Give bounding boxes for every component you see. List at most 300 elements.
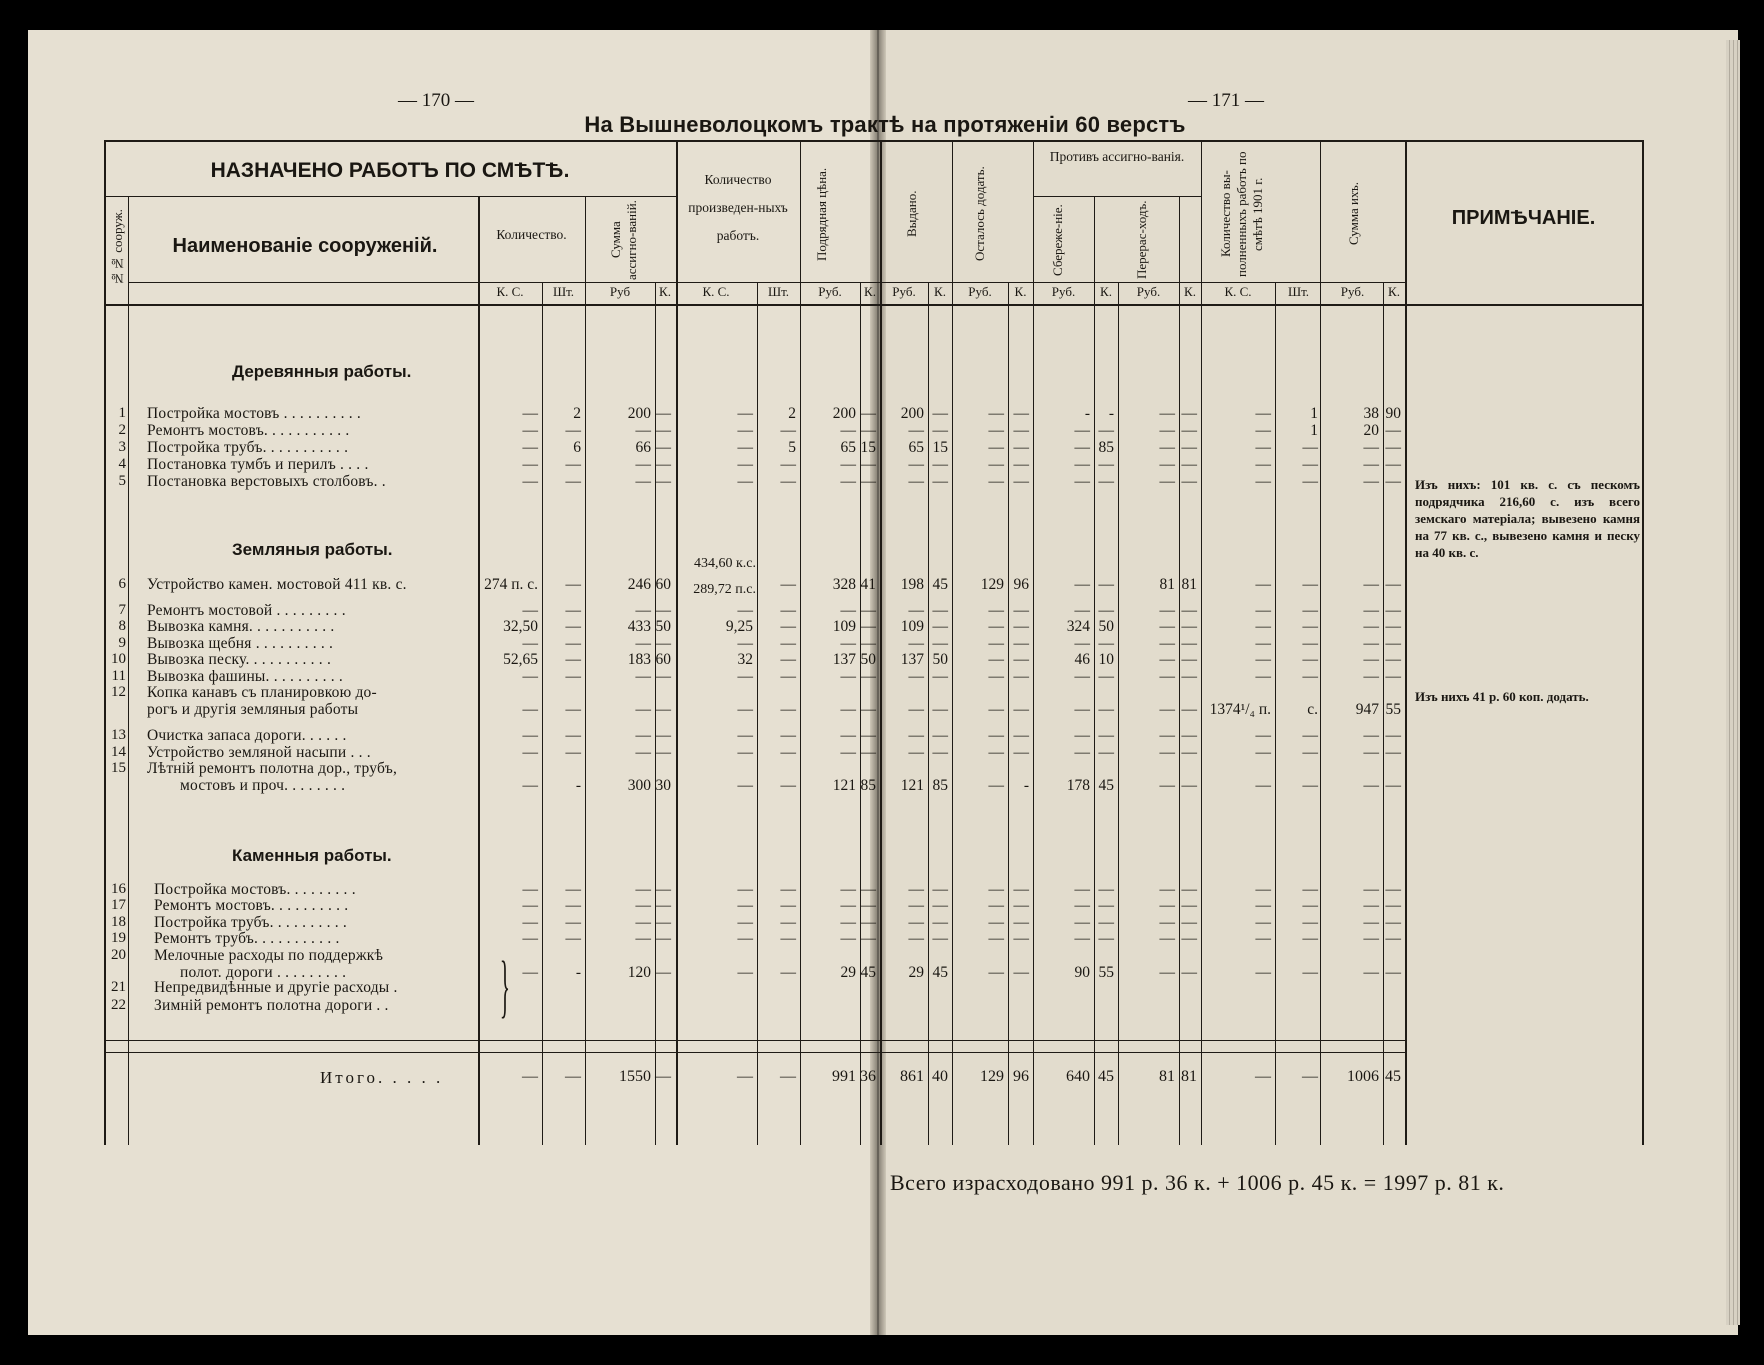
cell: — xyxy=(1013,618,1029,635)
cell: - xyxy=(575,964,581,981)
row-name: Непредвидѣнные и другіе расходы . xyxy=(154,979,398,996)
cell: — xyxy=(1363,576,1379,593)
cell: — xyxy=(655,473,671,490)
cell: — xyxy=(1159,914,1175,931)
cell: — xyxy=(860,635,876,652)
note-1: Изъ нихъ: 101 кв. с. съ пескомъ подрядчика 216,60 с. изъ всего земскаго матеріала; вывезено камня на 77 кв. с., вывезено камня и песку на 40 кв. с. xyxy=(1415,477,1640,560)
cell: — xyxy=(1255,914,1271,931)
saving-header: Сбереже-ніе. xyxy=(1050,204,1065,276)
cell: — xyxy=(1385,576,1401,593)
cell: — xyxy=(932,914,948,931)
cell: — xyxy=(565,881,581,898)
cell: — xyxy=(565,618,581,635)
cell: — xyxy=(635,422,651,439)
row-name: Вывозка фашины. . . . . . . . . . xyxy=(147,668,343,685)
cell: — xyxy=(737,777,753,794)
cell: — xyxy=(1255,602,1271,619)
cell: — xyxy=(522,744,538,761)
cell: — xyxy=(860,618,876,635)
cell: 41 xyxy=(860,576,876,593)
cell: — xyxy=(1159,651,1175,668)
cell: — xyxy=(565,576,581,593)
quantity-header: Количество. xyxy=(496,227,567,242)
subheader-12: Руб. xyxy=(1051,284,1076,299)
cell: 45 xyxy=(932,576,948,593)
cell: 60 xyxy=(655,576,671,593)
cell: — xyxy=(565,914,581,931)
cell: — xyxy=(988,777,1004,794)
cell: 198 xyxy=(900,576,924,593)
cell: — xyxy=(860,473,876,490)
total-cell: — xyxy=(1302,1068,1318,1085)
cell: — xyxy=(1074,668,1090,685)
cell: — xyxy=(1385,635,1401,652)
cell: — xyxy=(1385,422,1401,439)
cell: — xyxy=(1181,651,1197,668)
cell: 85 xyxy=(932,777,948,794)
cell: — xyxy=(908,881,924,898)
cell: — xyxy=(1098,881,1114,898)
cell: — xyxy=(737,914,753,931)
cell: — xyxy=(565,651,581,668)
cell: — xyxy=(840,473,856,490)
cell: — xyxy=(1181,635,1197,652)
cell: — xyxy=(635,744,651,761)
cell: — xyxy=(655,744,671,761)
cell: — xyxy=(1098,668,1114,685)
cell: — xyxy=(737,473,753,490)
cell: — xyxy=(1255,456,1271,473)
number-column-header: №№ сооруж. xyxy=(110,209,125,287)
cell: — xyxy=(1385,618,1401,635)
cell: — xyxy=(737,897,753,914)
cell: — xyxy=(1302,651,1318,668)
cell: — xyxy=(655,439,671,456)
cell: — xyxy=(737,964,753,981)
cell: — xyxy=(1098,914,1114,931)
row-name: Постановка верстовыхъ столбовъ. . xyxy=(147,473,386,490)
cell: — xyxy=(908,422,924,439)
cell: 29 xyxy=(840,964,856,981)
total-cell: 81 xyxy=(1159,1068,1175,1085)
cell: — xyxy=(1255,473,1271,490)
cell: — xyxy=(1098,456,1114,473)
subheader-13: К. xyxy=(1100,284,1112,299)
cell: 32,50 xyxy=(503,618,538,635)
cell: — xyxy=(737,456,753,473)
cell: — xyxy=(1363,473,1379,490)
cell: — xyxy=(522,635,538,652)
cell: — xyxy=(635,701,651,718)
name-column-header: Наименованіе сооруженій. xyxy=(172,235,438,257)
row-name: Постройка трубъ. . . . . . . . . . . xyxy=(147,439,349,456)
cell: — xyxy=(1385,727,1401,744)
cell: — xyxy=(1098,422,1114,439)
row-number: 10 xyxy=(111,651,126,667)
cell: — xyxy=(1181,422,1197,439)
cell: — xyxy=(780,456,796,473)
cell: — xyxy=(635,727,651,744)
row-number: 11 xyxy=(111,668,126,684)
cell: 1374¹/₄ п. xyxy=(1209,701,1271,718)
total-cell: 40 xyxy=(932,1068,948,1085)
cell: — xyxy=(1302,930,1318,947)
total-cell: — xyxy=(1255,1068,1271,1085)
cell: — xyxy=(1013,897,1029,914)
cell: — xyxy=(860,668,876,685)
cell: 178 xyxy=(1066,777,1090,794)
cell: — xyxy=(840,602,856,619)
cell: — xyxy=(1074,456,1090,473)
cell: 109 xyxy=(832,618,856,635)
cell: — xyxy=(988,727,1004,744)
cell: — xyxy=(1074,422,1090,439)
cell: — xyxy=(1363,651,1379,668)
subheader-10: Руб. xyxy=(968,284,992,299)
cell: — xyxy=(1385,602,1401,619)
cell: — xyxy=(1159,897,1175,914)
row-number: 3 xyxy=(118,439,126,455)
cell: — xyxy=(1363,881,1379,898)
cell: — xyxy=(737,881,753,898)
cell: — xyxy=(1255,618,1271,635)
cell: — xyxy=(737,422,753,439)
cell: — xyxy=(988,930,1004,947)
cell: — xyxy=(522,727,538,744)
cell-fraction-top: 434,60 к.с. xyxy=(693,556,756,571)
note-header: ПРИМѢЧАНІЕ. xyxy=(1451,207,1596,229)
cell: 45 xyxy=(932,964,948,981)
cell: 45 xyxy=(860,964,876,981)
cell: — xyxy=(1385,651,1401,668)
row-name: Ремонтъ мостовъ. . . . . . . . . . xyxy=(154,897,349,914)
cell: — xyxy=(635,473,651,490)
cell: — xyxy=(565,744,581,761)
cell: — xyxy=(1302,456,1318,473)
cell: — xyxy=(780,651,796,668)
total-cell: 45 xyxy=(1098,1068,1114,1085)
cell: — xyxy=(1074,473,1090,490)
note-2: Изъ нихъ 41 р. 60 коп. додать. xyxy=(1415,689,1589,704)
cell: — xyxy=(932,727,948,744)
cell: 30 xyxy=(655,777,671,794)
cell: — xyxy=(635,881,651,898)
total-cell: 991 xyxy=(832,1068,856,1085)
cell: — xyxy=(1074,701,1090,718)
cell: — xyxy=(1013,635,1029,652)
total-cell: — xyxy=(522,1068,538,1085)
cell: — xyxy=(522,473,538,490)
cell: — xyxy=(737,635,753,652)
cell: 121 xyxy=(900,777,924,794)
cell: — xyxy=(1159,668,1175,685)
cell: — xyxy=(860,602,876,619)
cell: — xyxy=(1098,744,1114,761)
row-name: Устройство камен. мостовой 411 кв. с. xyxy=(147,576,407,593)
cell: 38 xyxy=(1363,405,1379,422)
total-cell: 36 xyxy=(860,1068,876,1085)
subheader-8: Руб. xyxy=(892,284,916,299)
cell: — xyxy=(737,405,753,422)
total-cell: 129 xyxy=(980,1068,1004,1085)
cell: — xyxy=(1385,668,1401,685)
cell: — xyxy=(1013,701,1029,718)
row-number: 17 xyxy=(111,897,126,913)
running-title: На Вышневолоцкомъ трактѣ на протяженіи 60 верстъ xyxy=(584,112,1186,137)
cell: — xyxy=(1159,964,1175,981)
cell: — xyxy=(1255,405,1271,422)
row-name: Постройка мостовъ . . . . . . . . . . xyxy=(147,405,362,422)
cell: — xyxy=(908,701,924,718)
total-cell: 96 xyxy=(1013,1068,1029,1085)
cell: — xyxy=(1013,668,1029,685)
total-cell: 861 xyxy=(900,1068,924,1085)
cell: — xyxy=(565,897,581,914)
cell: 85 xyxy=(1098,439,1114,456)
cell: — xyxy=(1181,473,1197,490)
cell: — xyxy=(1255,635,1271,652)
cell: — xyxy=(1098,635,1114,652)
cell: — xyxy=(522,964,538,981)
cell: 50 xyxy=(655,618,671,635)
cell: — xyxy=(1098,576,1114,593)
row-number: 6 xyxy=(118,576,126,592)
cell: - xyxy=(1023,777,1029,794)
cell: — xyxy=(932,405,948,422)
cell: 66 xyxy=(635,439,651,456)
cell: 90 xyxy=(1385,405,1401,422)
cell: — xyxy=(1385,744,1401,761)
cell: — xyxy=(908,635,924,652)
cell: — xyxy=(1255,881,1271,898)
cell: — xyxy=(780,777,796,794)
cell: — xyxy=(655,405,671,422)
cell: — xyxy=(565,701,581,718)
cell: 137 xyxy=(900,651,924,668)
cell: — xyxy=(655,727,671,744)
cell: — xyxy=(1181,456,1197,473)
subheader-19: К. xyxy=(1388,284,1400,299)
cell: — xyxy=(1013,439,1029,456)
subheader-6: Руб. xyxy=(818,284,842,299)
total-cell: 1006 xyxy=(1347,1068,1379,1085)
cell: 60 xyxy=(655,651,671,668)
cell: — xyxy=(988,405,1004,422)
row-number: 20 xyxy=(111,947,126,963)
cell: — xyxy=(860,405,876,422)
cell: — xyxy=(1363,618,1379,635)
cell: — xyxy=(988,914,1004,931)
cell: — xyxy=(840,744,856,761)
cell: — xyxy=(1302,439,1318,456)
cell: — xyxy=(1363,744,1379,761)
row-number: 9 xyxy=(118,635,126,651)
cell: — xyxy=(1385,930,1401,947)
subheader-2: Руб xyxy=(609,284,631,299)
cell: — xyxy=(522,456,538,473)
cell: 65 xyxy=(840,439,856,456)
cell: 947 xyxy=(1355,701,1379,718)
cell: — xyxy=(1181,881,1197,898)
cell: 50 xyxy=(932,651,948,668)
cell: — xyxy=(1385,914,1401,931)
cell: — xyxy=(932,602,948,619)
cell: — xyxy=(988,668,1004,685)
cell: 32 xyxy=(737,651,753,668)
cell: — xyxy=(1363,914,1379,931)
cell: — xyxy=(1363,964,1379,981)
cell: — xyxy=(932,930,948,947)
cell: 2 xyxy=(788,405,796,422)
cell: — xyxy=(988,881,1004,898)
row-number: 22 xyxy=(111,997,126,1013)
cell: — xyxy=(1159,618,1175,635)
cell: — xyxy=(1255,422,1271,439)
subheader-7: К. xyxy=(864,284,876,299)
cell: — xyxy=(1255,576,1271,593)
cell: 50 xyxy=(860,651,876,668)
cell: — xyxy=(522,422,538,439)
cell: 121 xyxy=(832,777,856,794)
cell: — xyxy=(1302,964,1318,981)
subheader-11: К. xyxy=(1014,284,1027,299)
cell: — xyxy=(932,456,948,473)
cell: — xyxy=(1302,777,1318,794)
cell: — xyxy=(1385,881,1401,898)
cell: — xyxy=(1074,744,1090,761)
cell: с. xyxy=(1307,701,1318,718)
cell: — xyxy=(522,914,538,931)
cell: — xyxy=(860,897,876,914)
cell: — xyxy=(522,701,538,718)
cell: — xyxy=(1159,727,1175,744)
row-number: 7 xyxy=(118,602,126,618)
total-cell: 81 xyxy=(1181,1068,1197,1085)
cell: — xyxy=(840,727,856,744)
cell: — xyxy=(840,635,856,652)
cell: — xyxy=(1098,897,1114,914)
cell: — xyxy=(522,930,538,947)
cell: — xyxy=(1013,964,1029,981)
cell: — xyxy=(1074,602,1090,619)
total-cell: 640 xyxy=(1066,1068,1090,1085)
cell: — xyxy=(1302,635,1318,652)
cell: — xyxy=(1013,456,1029,473)
cell: — xyxy=(655,668,671,685)
cell: — xyxy=(780,744,796,761)
cell: — xyxy=(932,668,948,685)
cell: 81 xyxy=(1159,576,1175,593)
cell: — xyxy=(840,897,856,914)
cell: — xyxy=(780,897,796,914)
cell: 200 xyxy=(627,405,651,422)
row-name: Вывозка песку. . . . . . . . . . . xyxy=(147,651,332,668)
row-name: Вывозка камня. . . . . . . . . . . xyxy=(147,618,335,635)
assignment-sum-header: Сумма ассигно-ваній. xyxy=(608,200,639,280)
cell: - xyxy=(1108,405,1114,422)
cell: 200 xyxy=(900,405,924,422)
completed-works-header: Количество произведен-ныхъ работъ. xyxy=(688,172,788,243)
cell: — xyxy=(1255,651,1271,668)
row-name: Ремонтъ мостовъ. . . . . . . . . . . xyxy=(147,422,350,439)
cell: — xyxy=(988,439,1004,456)
total-cell: 45 xyxy=(1385,1068,1401,1085)
row-number: 12 xyxy=(111,684,126,700)
cell: — xyxy=(737,439,753,456)
row-name: Копка канавъ съ планировкою до- xyxy=(147,684,377,701)
cell: — xyxy=(1013,405,1029,422)
cell: — xyxy=(988,635,1004,652)
cell: 50 xyxy=(1098,618,1114,635)
table-rule xyxy=(104,1052,1405,1053)
cell: — xyxy=(1098,930,1114,947)
cell: — xyxy=(860,914,876,931)
cell: — xyxy=(1159,405,1175,422)
cell: — xyxy=(780,964,796,981)
row-number: 14 xyxy=(111,744,126,760)
cell: — xyxy=(1074,727,1090,744)
cell: 300 xyxy=(627,777,651,794)
row-number: 13 xyxy=(111,727,126,743)
row-number: 15 xyxy=(111,760,126,776)
cell: — xyxy=(780,914,796,931)
cell: 328 xyxy=(832,576,856,593)
cell: — xyxy=(860,744,876,761)
cell: — xyxy=(1074,439,1090,456)
cell: — xyxy=(635,897,651,914)
row-number: 1 xyxy=(118,405,126,421)
cell: 137 xyxy=(832,651,856,668)
cell: — xyxy=(932,635,948,652)
cell: 6 xyxy=(573,439,581,456)
cell: - xyxy=(575,777,581,794)
table-rule xyxy=(104,140,1642,142)
cell: — xyxy=(908,914,924,931)
cell: — xyxy=(1255,777,1271,794)
cell: — xyxy=(1181,405,1197,422)
cell: 29 xyxy=(908,964,924,981)
cell: — xyxy=(1159,456,1175,473)
cell: — xyxy=(1074,914,1090,931)
cell: — xyxy=(565,602,581,619)
cell: — xyxy=(1159,777,1175,794)
cell: — xyxy=(1181,439,1197,456)
cell: — xyxy=(655,602,671,619)
cell: — xyxy=(655,635,671,652)
cell: — xyxy=(932,744,948,761)
cell: — xyxy=(1159,744,1175,761)
cell-fraction-bottom: 289,72 п.с. xyxy=(693,582,756,597)
cell: — xyxy=(932,701,948,718)
cell: — xyxy=(1181,618,1197,635)
cell: — xyxy=(1302,668,1318,685)
cell: 52,65 xyxy=(503,651,538,668)
row-name: Ремонтъ трубъ. . . . . . . . . . . xyxy=(154,930,340,947)
cell: — xyxy=(908,473,924,490)
cell: 46 xyxy=(1074,651,1090,668)
completed-1901-header: Количество вы-полненныхъ работъ по смѣтѣ 1901 г. xyxy=(1218,151,1265,277)
cell: — xyxy=(1159,439,1175,456)
cell: — xyxy=(1302,897,1318,914)
cell: — xyxy=(988,744,1004,761)
row-number: 5 xyxy=(118,473,126,489)
cell: — xyxy=(988,897,1004,914)
sum-them-header: Сумма ихъ. xyxy=(1346,182,1361,246)
cell: — xyxy=(860,930,876,947)
cell: — xyxy=(840,914,856,931)
cell: — xyxy=(655,456,671,473)
cell: 129 xyxy=(980,576,1004,593)
